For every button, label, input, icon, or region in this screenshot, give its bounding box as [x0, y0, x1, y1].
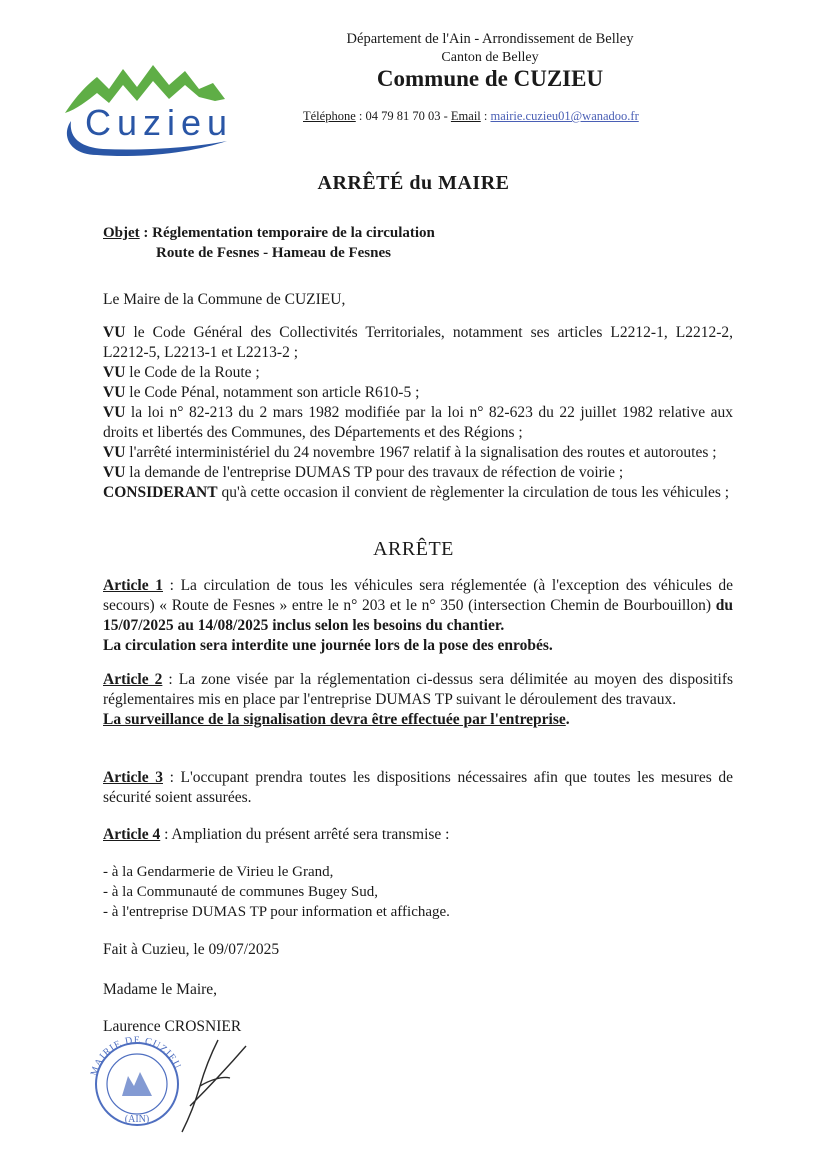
phone-label: Téléphone [303, 109, 356, 123]
article-1-note: La circulation sera interdite une journée lors de la pose des enrobés. [103, 637, 553, 654]
article-3: Article 3 : L'occupant prendra toutes les dispositions nécessaires afin que toutes les mesures de sécurité soient assurées. [103, 769, 734, 806]
handwritten-signature [160, 1036, 250, 1136]
vu-item: VU le Code Pénal, notamment son article R610-5 ; [103, 384, 420, 401]
objet-line1: Réglementation temporaire de la circulation [152, 225, 435, 241]
recipient-item: - à la Gendarmerie de Virieu le Grand, [103, 864, 334, 880]
header-department: Département de l'Ain - Arrondissement de Belley [346, 31, 634, 47]
email-label: Email [450, 109, 481, 123]
logo-text: Cuzieu [85, 102, 234, 143]
vu-item: VU le Code de la Route ; [103, 364, 260, 381]
article-1: Article 1 : La circulation de tous les véhicules sera réglementée (à l'exception des véhicules de secours) « Route de Fesnes » entre le n° 203 et le n° 350 (intersection Chemin de Bourbouillon) du 15/07/2025 au 14/08/2025 inclus selon les besoins du chantier. La circulation sera interdite une journée lors de la pose des enrobés. [103, 577, 733, 654]
email-link[interactable]: mairie.cuzieu01@wanadoo.fr [490, 109, 639, 123]
article-2: Article 2 : La zone visée par la réglementation ci-dessus sera délimitée au moyen des dispositifs réglementaires mis en place par l'entreprise DUMAS TP suivant le déroulement des travaux. La surveillance de la signalisation devra être effectuée par l'entreprise. [103, 671, 734, 728]
commune-logo [57, 55, 237, 165]
recipient-item: - à la Communauté de communes Bugey Sud, [103, 884, 378, 900]
vu-item: VU la loi n° 82-213 du 2 mars 1982 modifiée par la loi n° 82-623 du 22 juillet 1982 relative aux droits et libertés des Communes, des Départements et des Régions ; [103, 404, 733, 441]
signatory-title: Madame le Maire, [103, 981, 218, 998]
considerant-item: CONSIDERANT qu'à cette occasion il convient de règlementer la circulation de tous les véhicules ; [103, 484, 730, 501]
article-1-label: Article 1 [103, 577, 163, 594]
article-4-label: Article 4 [103, 826, 161, 843]
vu-item: VU le Code Général des Collectivités Territoriales, notamment ses articles L2212-1, L2212-2, L2212-5, L2213-1 et L2213-2 ; [103, 324, 733, 361]
vu-item: VU la demande de l'entreprise DUMAS TP pour des travaux de réfection de voirie ; [103, 464, 624, 481]
vu-list [103, 323, 733, 503]
header-commune: Commune de CUZIEU [376, 66, 604, 91]
header-canton: Canton de Belley [441, 50, 539, 65]
recipient-item: - à l'entreprise DUMAS TP pour information et affichage. [103, 904, 450, 920]
article-2-note: La surveillance de la signalisation devra être effectuée par l'entreprise. [103, 711, 570, 728]
vu-item: VU l'arrêté interministériel du 24 novembre 1967 relatif à la signalisation des routes et autoroutes ; [103, 444, 717, 461]
article-4: Article 4 : Ampliation du présent arrêté sera transmise : [103, 826, 450, 843]
stamp-bottom-text: (AIN) [124, 1114, 150, 1125]
date-line: Fait à Cuzieu, le 09/07/2025 [103, 941, 280, 958]
article-2-label: Article 2 [103, 671, 163, 688]
arrete-heading: ARRÊTE [373, 538, 454, 560]
recipients-list [103, 862, 733, 922]
objet-sep: : [139, 225, 153, 241]
article-3-label: Article 3 [103, 769, 163, 786]
objet-label: Objet [103, 225, 140, 241]
intro-text: Le Maire de la Commune de CUZIEU, [103, 291, 346, 308]
objet-block [103, 223, 435, 263]
signatory-name: Laurence CROSNIER [103, 1018, 242, 1035]
header-contact [303, 109, 639, 124]
phone-number: : 04 79 81 70 03 - [355, 109, 451, 123]
email-sep: : [480, 109, 491, 123]
objet-line2: Route de Fesnes - Hameau de Fesnes [156, 245, 391, 261]
stamp-text: MAIRIE DE CUZIEU [88, 1036, 183, 1078]
document-title: ARRÊTÉ du MAIRE [317, 172, 510, 194]
